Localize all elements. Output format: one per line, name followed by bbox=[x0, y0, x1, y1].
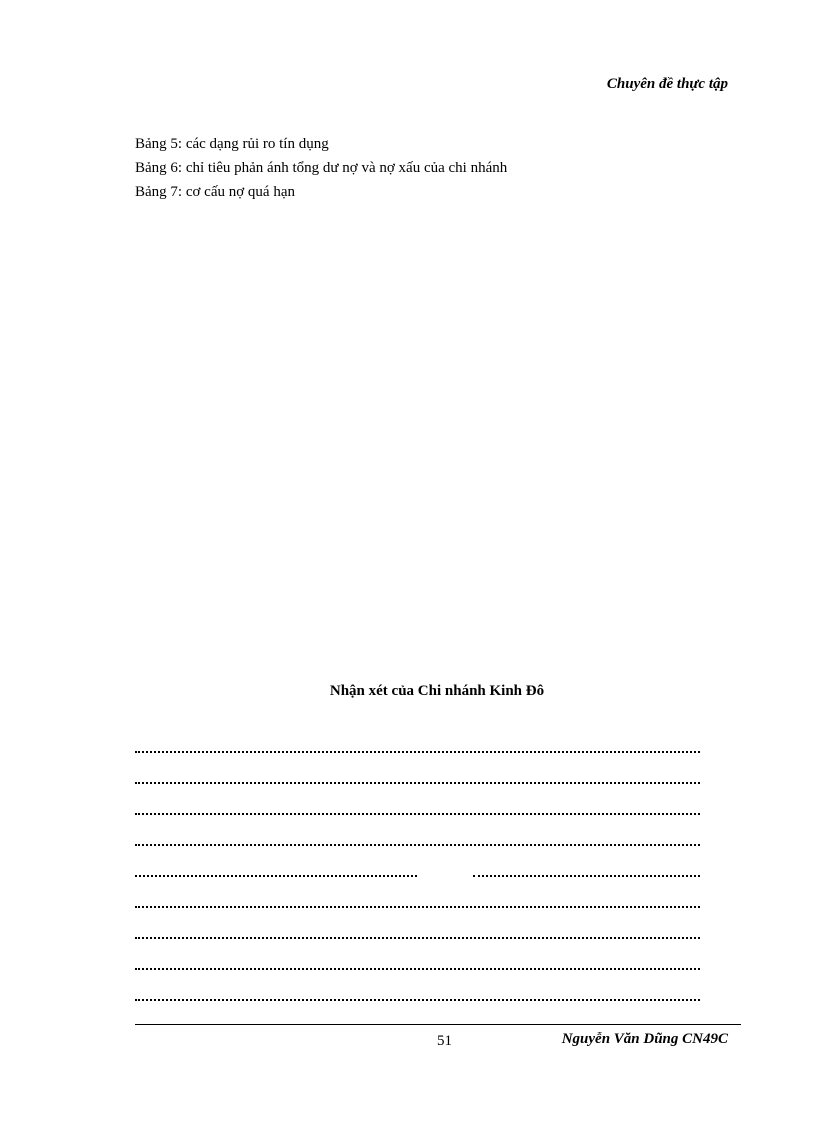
dotted-line-segment bbox=[135, 999, 700, 1001]
dotted-line-segment bbox=[135, 906, 700, 908]
dotted-line bbox=[135, 885, 700, 916]
dotted-line bbox=[135, 947, 700, 978]
dotted-line-segment bbox=[135, 751, 700, 753]
dotted-line bbox=[135, 854, 700, 885]
footer-rule bbox=[135, 1024, 741, 1025]
dotted-line bbox=[135, 823, 700, 854]
dotted-line-segment bbox=[135, 937, 700, 939]
table-list bbox=[135, 132, 507, 204]
dotted-line bbox=[135, 761, 700, 792]
dotted-line-segment bbox=[135, 782, 700, 784]
dotted-line bbox=[135, 916, 700, 947]
comment-section-heading: Nhận xét của Chi nhánh Kinh Đô bbox=[329, 683, 545, 699]
table-list-item: Bảng 6: chỉ tiêu phản ánh tổng dư nợ và nợ xấu của chi nhánh bbox=[135, 160, 508, 176]
table-list-item: Bảng 7: cơ cấu nợ quá hạn bbox=[135, 184, 295, 200]
dotted-line-segment bbox=[135, 875, 417, 877]
dotted-line-segment bbox=[473, 875, 700, 877]
header-title: Chuyên đề thực tập bbox=[606, 76, 728, 92]
dotted-line-segment bbox=[135, 968, 700, 970]
dotted-line-segment bbox=[135, 844, 700, 846]
dotted-line bbox=[135, 978, 700, 1009]
page-number: 51 bbox=[437, 1033, 452, 1049]
dotted-line-segment bbox=[135, 813, 700, 815]
table-list-item: Bảng 5: các dạng rủi ro tín dụng bbox=[135, 136, 329, 152]
footer-author: Nguyễn Văn Dũng CN49C bbox=[561, 1031, 728, 1047]
comment-dotted-lines bbox=[135, 730, 700, 1009]
dotted-line bbox=[135, 730, 700, 761]
dotted-line bbox=[135, 792, 700, 823]
